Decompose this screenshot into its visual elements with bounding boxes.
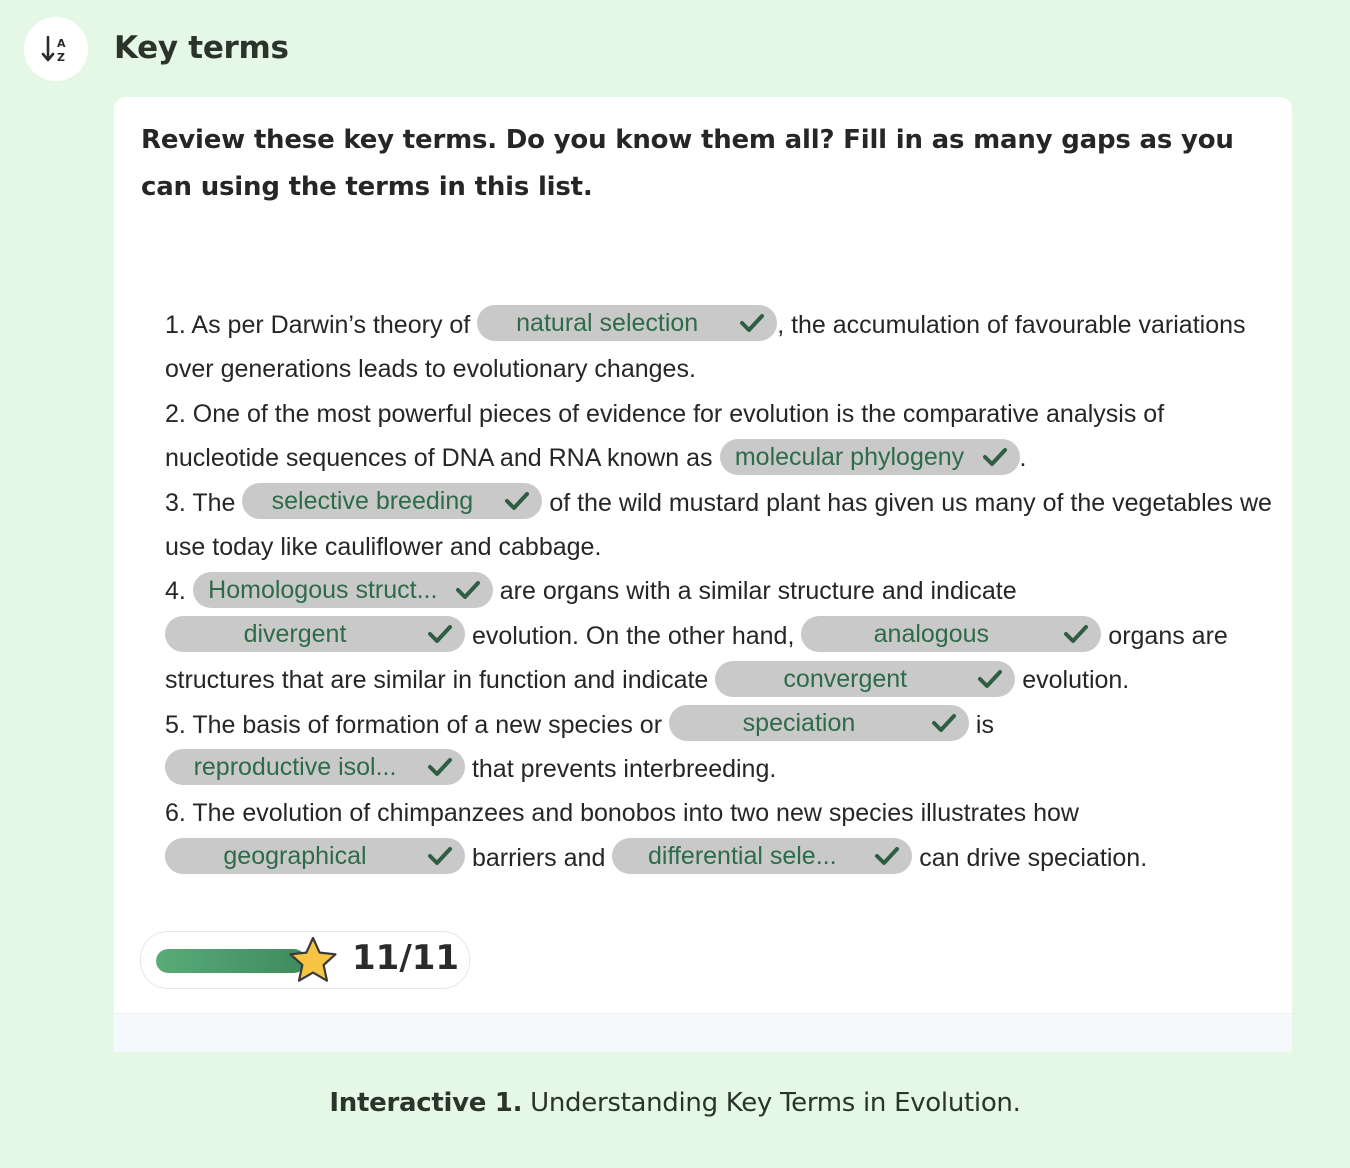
answer-blank[interactable]: convergent: [715, 661, 1015, 697]
svg-text:Z: Z: [57, 51, 65, 64]
question-6: 6. The evolution of chimpanzees and bonobos into two new species illustrates how geographical barriers and differential sele... can drive speciation.: [165, 791, 1275, 880]
check-icon: [455, 580, 481, 600]
check-icon: [427, 846, 453, 866]
question-2: 2. One of the most powerful pieces of evidence for evolution is the comparative analysis of nucleotide sequences of DNA and RNA known as molecular phylogeny .: [165, 392, 1275, 481]
instructions-text: Review these key terms. Do you know them all? Fill in as many gaps as you can using the terms in this list.: [141, 125, 1234, 202]
card-footer: [114, 1013, 1292, 1052]
figure-caption: Interactive 1. Understanding Key Terms in Evolution.: [329, 1088, 1021, 1118]
answer-blank[interactable]: reproductive isol...: [165, 749, 465, 785]
answer-blank[interactable]: geographical: [165, 838, 465, 874]
answer-blank[interactable]: Homologous struct...: [193, 572, 493, 608]
sort-button[interactable]: [24, 17, 88, 81]
exercise-card: [114, 97, 1292, 1052]
answer-blank[interactable]: divergent: [165, 616, 465, 652]
check-icon: [874, 846, 900, 866]
answer-blank[interactable]: natural selection: [477, 305, 777, 341]
question-5: 5. The basis of formation of a new species or speciation is reproductive isol... that prevents interbreeding.: [165, 703, 1275, 792]
check-icon: [504, 491, 530, 511]
check-icon: [982, 447, 1008, 467]
check-icon: [931, 713, 957, 733]
check-icon: [427, 624, 453, 644]
star-icon: [287, 935, 339, 985]
question-1: 1. As per Darwin’s theory of natural selection , the accumulation of favourable variations over generations leads to evolutionary changes.: [165, 303, 1275, 392]
answer-blank[interactable]: speciation: [669, 705, 969, 741]
fill-in-exercise: [165, 303, 1275, 880]
question-3: 3. The selective breeding of the wild mustard plant has given us many of the vegetables we use today like cauliflower and cabbage.: [165, 481, 1275, 570]
answer-blank[interactable]: molecular phylogeny: [720, 439, 1020, 475]
score-text: 11/11: [352, 938, 460, 978]
svg-text:A: A: [57, 37, 66, 50]
answer-blank[interactable]: selective breeding: [242, 483, 542, 519]
sort-alpha-icon: [40, 33, 72, 65]
check-icon: [739, 313, 765, 333]
progress-bar-fill: [156, 949, 306, 973]
page-title: Key terms: [114, 30, 289, 66]
score-panel: [140, 931, 470, 989]
answer-blank[interactable]: analogous: [801, 616, 1101, 652]
check-icon: [977, 669, 1003, 689]
check-icon: [427, 757, 453, 777]
question-4: 4. Homologous struct... are organs with a similar structure and indicate divergent evolution. On the other hand, analogous organs are structures that are similar in function and indicate convergent evolution.: [165, 569, 1275, 702]
answer-blank[interactable]: differential sele...: [612, 838, 912, 874]
progress-bar: [156, 949, 306, 973]
check-icon: [1063, 624, 1089, 644]
